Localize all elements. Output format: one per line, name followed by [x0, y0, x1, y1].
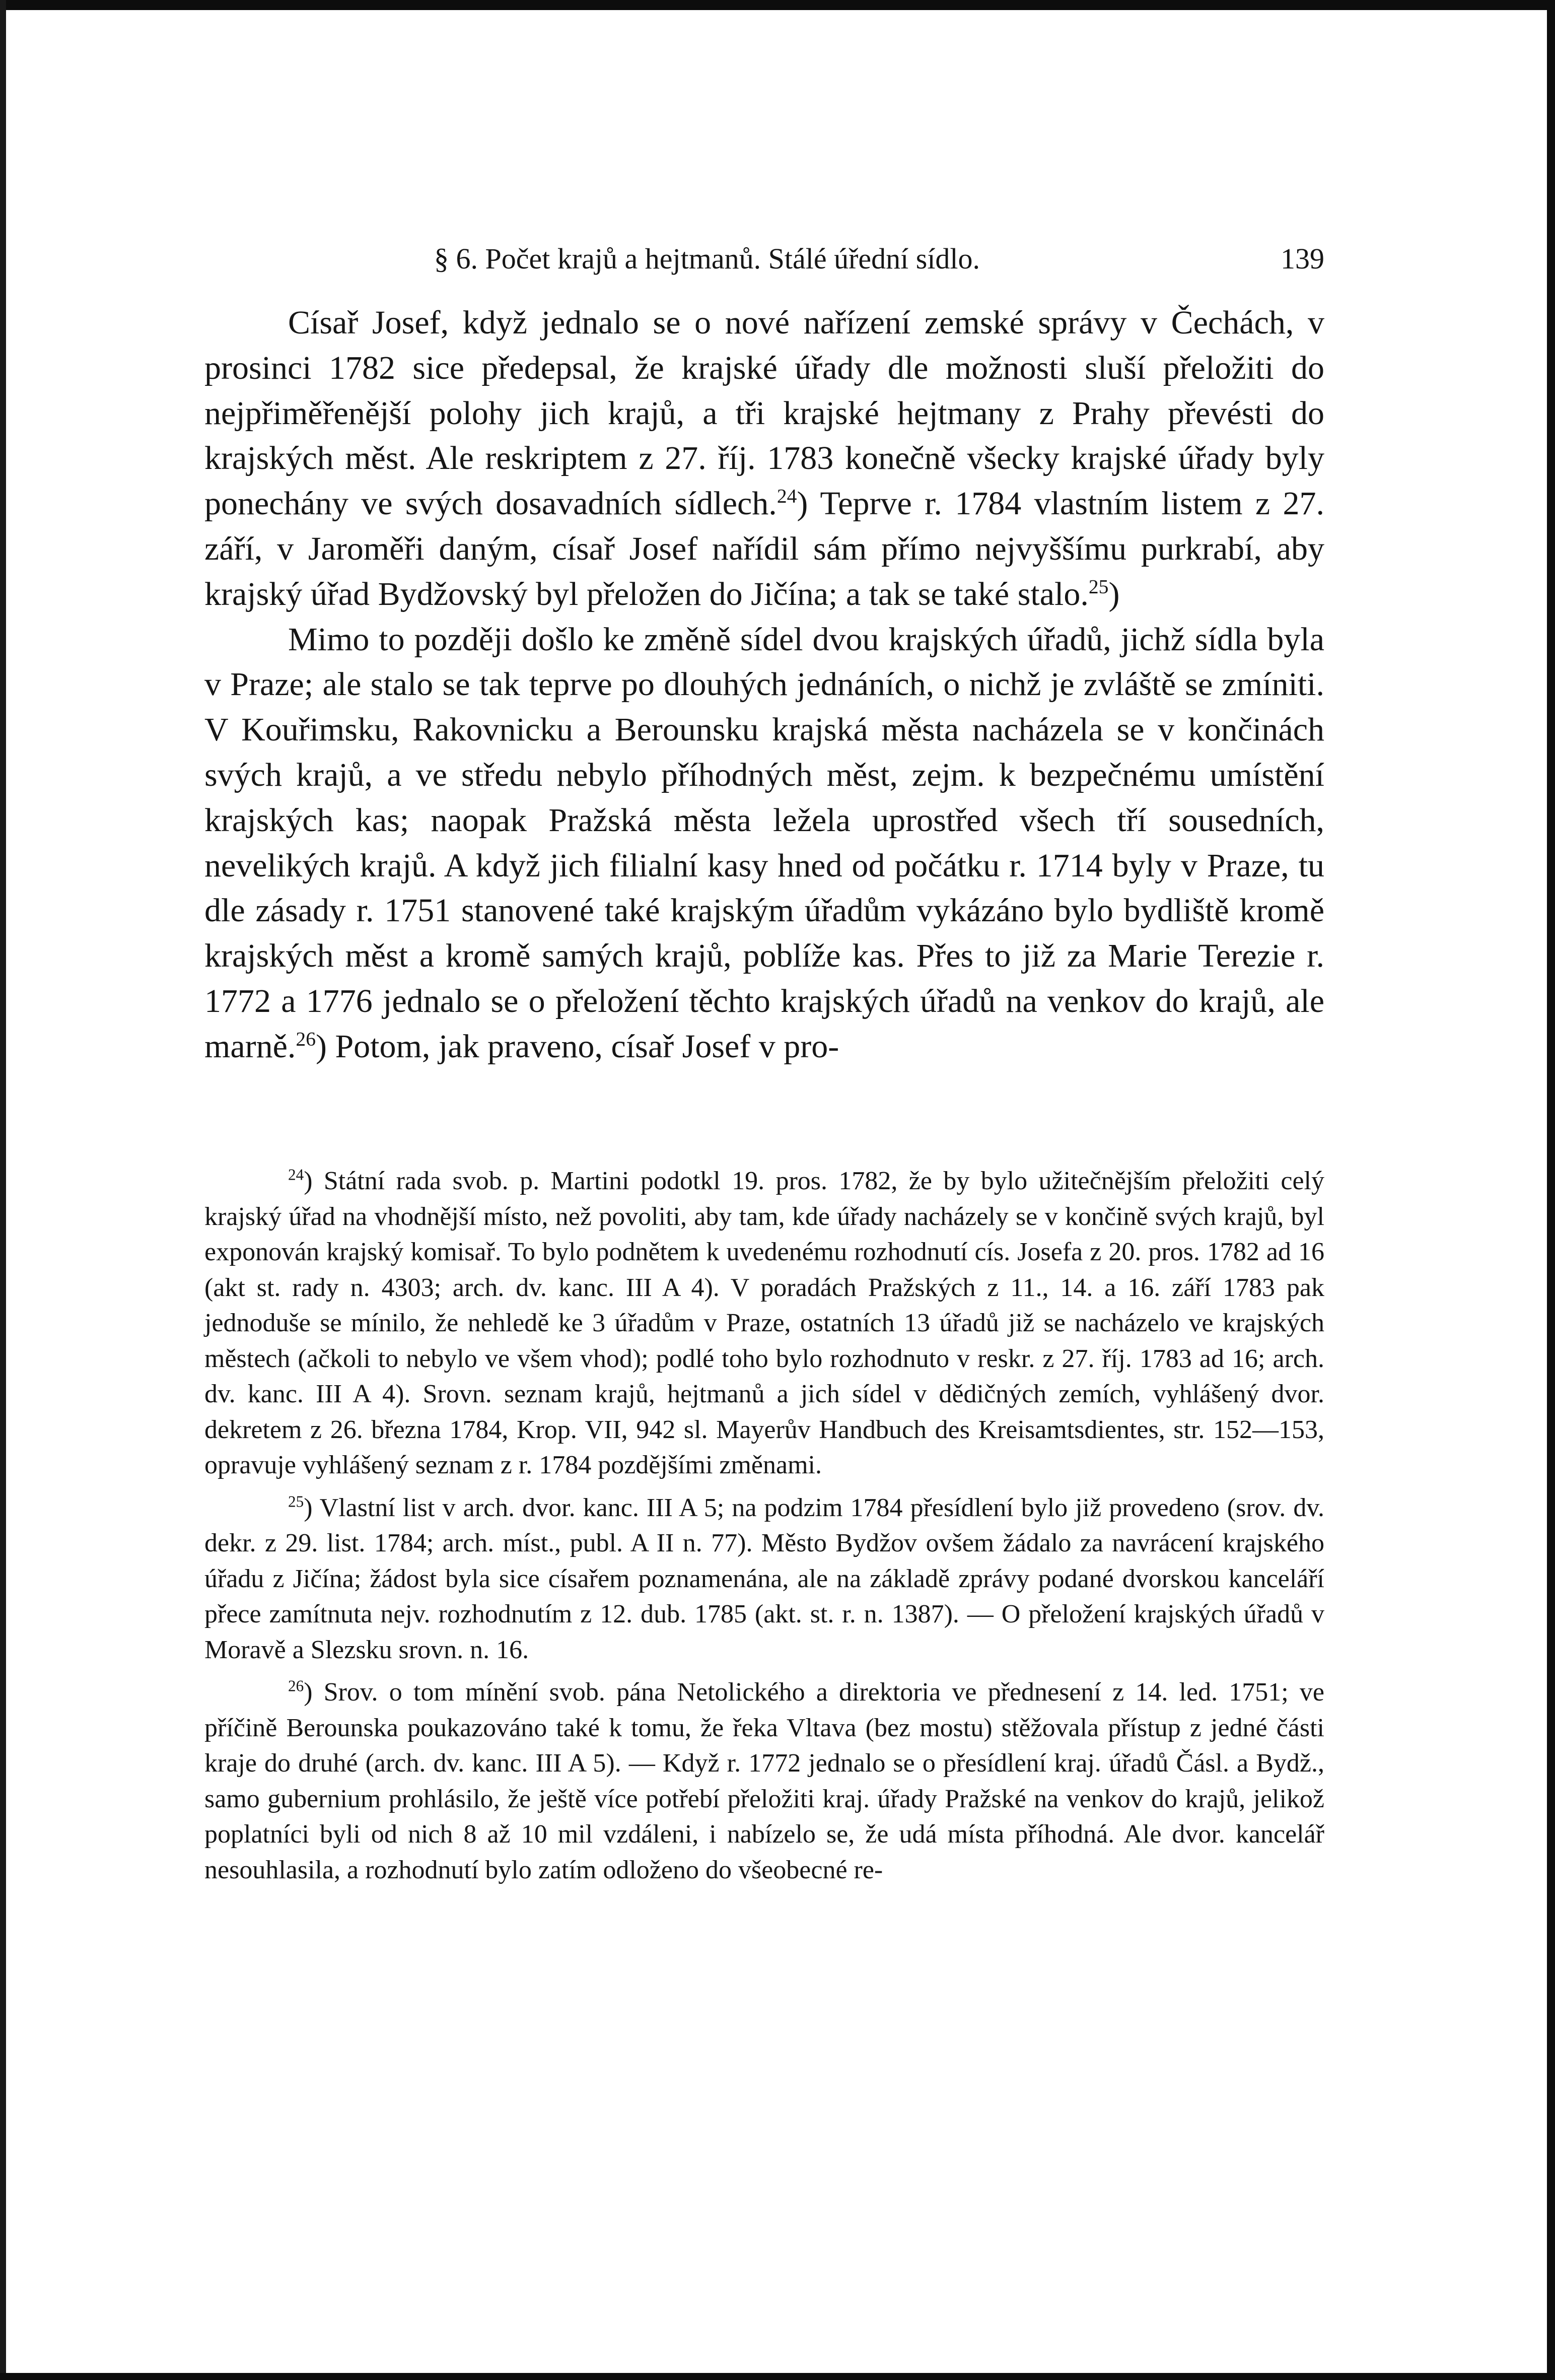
paragraph: Císař Josef, když jednalo se o nové nařízení zemské správy v Čechách, v prosinci 1782 sice předepsal, že krajské úřady dle možnosti sluší přeložiti do nejpřiměřenější polohy jich krajů, a tři krajské hejtmany z Prahy převésti do krajských měst. Ale reskriptem z 27. říj. 1783 konečně všecky krajské úřady byly ponechány ve svých dosavadních sídlech.$^{24}$) Teprve r. 1784 vlastním listem z 27. září, v Jaroměři daným, císař Josef nařídil sám přímo nejvyššímu purkrabí, aby krajský úřad Bydžovský byl přeložen do Jičína; a tak se také stalo.$^{25}$)	[204, 304, 1325, 613]
scan-border-left	[0, 0, 6, 2380]
footnote-ref: 26	[296, 1028, 316, 1050]
footnote-marker: 26	[288, 1677, 304, 1695]
footnote-marker: 24	[288, 1166, 304, 1184]
page-number: 139	[1281, 242, 1324, 275]
scan-border-top	[0, 0, 1555, 10]
scan-border-bottom	[0, 2373, 1555, 2380]
main-text	[204, 300, 1324, 1069]
footnote: $^{26}$) Srov. o tom mínění svob. pána Netolického a direktoria ve přednesení z 14. led. 1751; ve příčině Berounska poukazováno také k tomu, že řeka Vltava (bez mostu) stěžovala přístup z jedné části kraje do druhé (arch. dv. kanc. III A 5). — Když r. 1772 jednalo se o přesídlení kraj. úřadů Čásl. a Bydž., samo gubernium prohlásilo, že ještě více potřebí přeložiti kraj. úřady Pražské na venkov do krajů, jelikož poplatníci byli od nich 8 až 10 mil vzdáleni, i nabízelo se, že udá místa příhodná. Ale dvor. kancelář nesouhlasila, a rozhodnutí bylo zatím odloženo do všeobecné re-	[204, 1677, 1324, 1884]
footnote: $^{25}$) Vlastní list v arch. dvor. kanc. III A 5; na podzim 1784 přesídlení bylo již provedeno (srov. dv. dekr. z 29. list. 1784; arch. míst., publ. A II n. 77). Město Bydžov ovšem žádalo za navrácení krajského úřadu z Jičína; žádost byla sice císařem poznamenána, ale na základě zprávy podané dvorskou kanceláří přece zamítnuta nejv. rozhodnutím z 12. dub. 1785 (akt. st. r. n. 1387). — O přeložení krajských úřadů v Moravě a Slezsku srovn. n. 16.	[204, 1492, 1324, 1664]
footnote: $^{24}$) Státní rada svob. p. Martini podotkl 19. pros. 1782, že by bylo užitečnějším přeložiti celý krajský úřad na vhodnější místo, než povoliti, aby tam, kde úřady nacházely se v končině svých krajů, byl exponován krajský komisař. To bylo podnětem k uvedenému rozhodnutí cís. Josefa z 20. pros. 1782 ad 16 (akt st. rady n. 4303; arch. dv. kanc. III A 4). V poradách Pražských z 11., 14. a 16. září 1783 pak jednoduše se mínilo, že nehledě ke 3 úřadům v Praze, ostatních 13 úřadů již se nacházelo ve krajských městech (ačkoli to nebylo ve všem vhod); podlé toho bylo rozhodnuto v reskr. z 27. říj. 1783 ad 16; arch. dv. kanc. III A 4). Srovn. seznam krajů, hejtmanů a jich sídel v dědičných zemích, vyhlášený dvor. dekretem z 26. března 1784, Krop. VII, 942 sl. Mayerův Handbuch des Kreisamtsdientes, str. 152—153, opravuje vyhlášený seznam z r. 1784 pozdějšími změnami.	[204, 1166, 1324, 1479]
running-header	[204, 237, 1324, 277]
scan-border-right	[1547, 0, 1555, 2380]
paragraph: Mimo to později došlo ke změně sídel dvou krajských úřadů, jichž sídla byla v Praze; ale stalo se tak teprve po dlouhých jednáních, o nichž je zvláště se zmíniti. V Kouřimsku, Rakovnicku a Berounsku krajská města nacházela se v končinách svých krajů, a ve středu nebylo příhodných měst, zejm. k bezpečnému umístění krajských kas; naopak Pražská města ležela uprostřed všech tří sousedních, nevelikých krajů. A když jich filialní kasy hned od počátku r. 1714 byly v Praze, tu dle zásady r. 1751 stanovené také krajským úřadům vykázáno bylo bydliště kromě krajských měst a kromě samých krajů, poblíže kas. Přes to již za Marie Terezie r. 1772 a 1776 jednalo se o přeložení těchto krajských úřadů na venkov do krajů, ale marně.$^{26}$) Potom, jak praveno, císař Josef v pro-	[204, 621, 1324, 1065]
footnote-marker: 25	[288, 1492, 304, 1510]
footnote-ref: 24	[776, 485, 797, 507]
header-title: § 6. Počet krajů a hejtmanů. Stálé úřední sídlo.	[434, 242, 980, 275]
footnotes	[204, 1164, 1324, 1888]
footnote-ref: 25	[1088, 575, 1109, 598]
